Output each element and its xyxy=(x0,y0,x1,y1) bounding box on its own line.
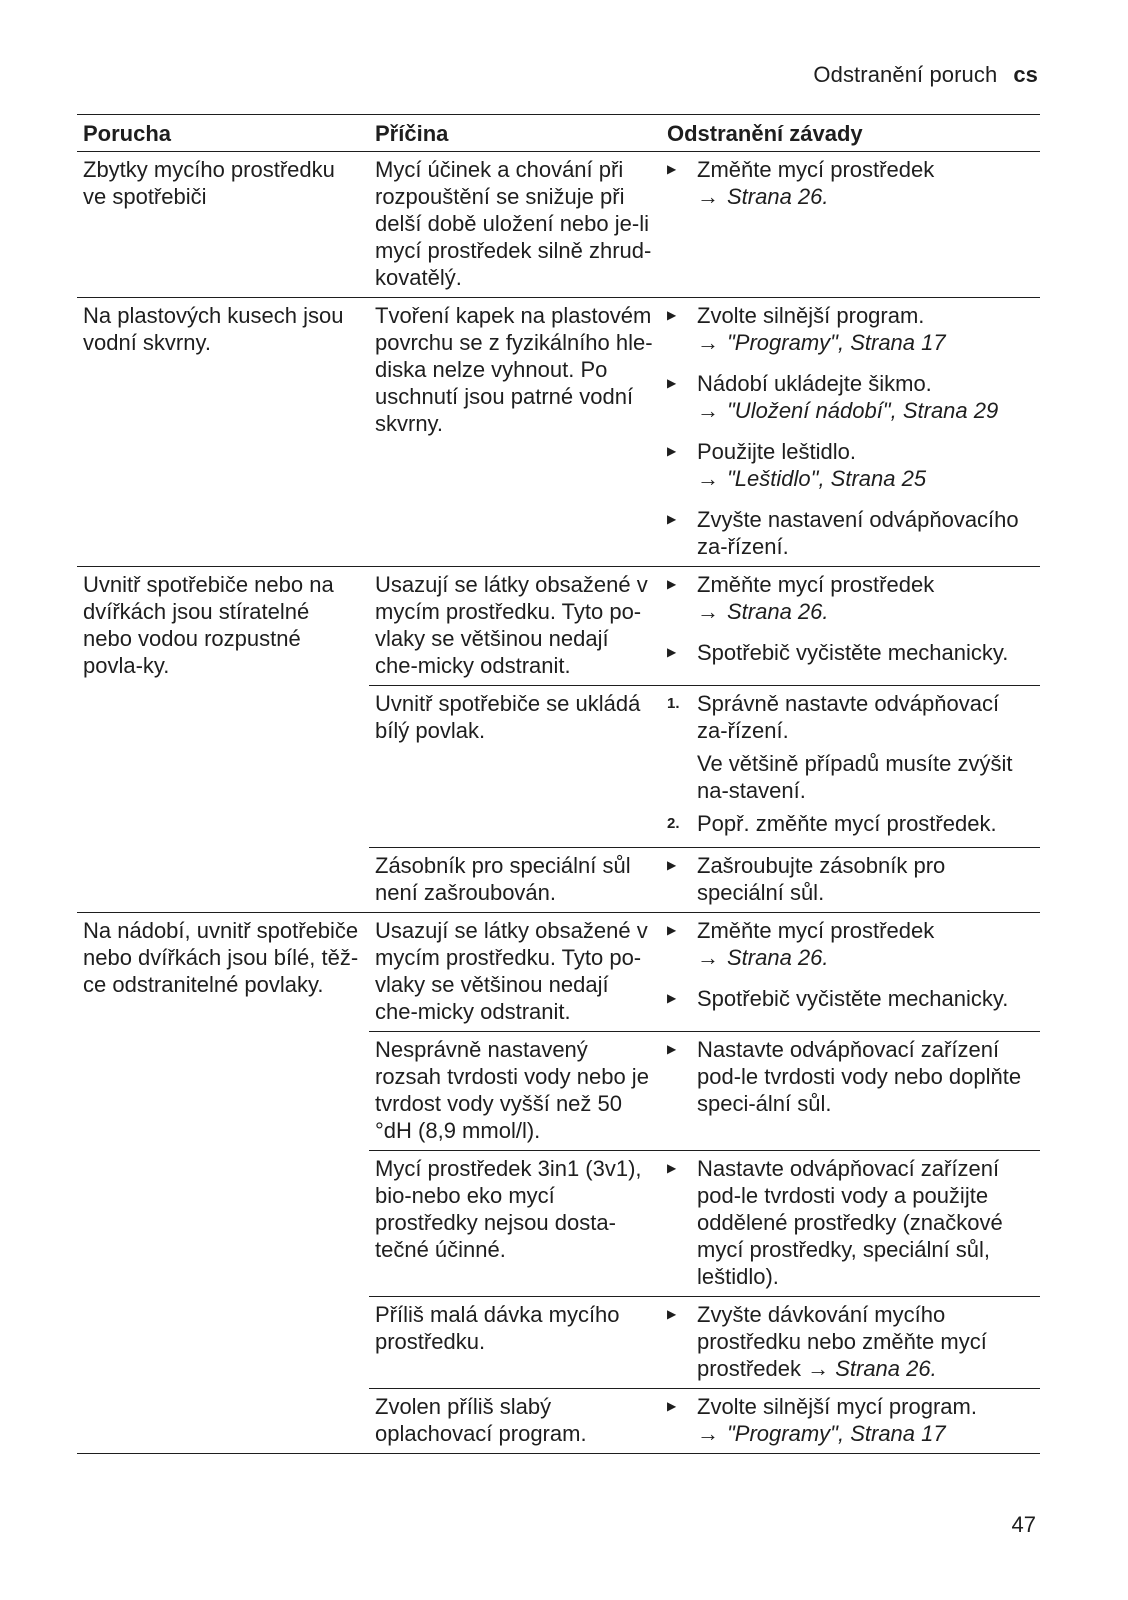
remedy-item xyxy=(667,156,1034,210)
page-header xyxy=(813,62,1038,88)
cause-cell: Nesprávně nastavený rozsah tvrdosti vody nebo je tvrdost vody vyšší než 50 °dH (8,9 mmol/l). xyxy=(369,1032,661,1151)
triangle-right-bullet-icon: ▶ xyxy=(667,162,677,176)
cause-cell: Zvolen příliš slabý oplachovací program. xyxy=(369,1389,661,1454)
remedy-text: Správně nastavte odvápňovací za-řízení. xyxy=(697,691,1000,743)
column-header-problem: Porucha xyxy=(83,121,172,146)
page-reference: → "Leštidlo", Strana 25 xyxy=(697,466,927,491)
arrow-right-icon: → xyxy=(697,398,719,423)
remedy-cell xyxy=(661,913,1040,1032)
remedy-cell xyxy=(661,152,1040,298)
remedy-text: Použijte leštidlo. xyxy=(697,439,856,464)
arrow-right-icon: → xyxy=(697,330,719,355)
remedy-item xyxy=(667,852,1034,906)
triangle-right-bullet-icon: ▶ xyxy=(667,512,677,526)
cause-cell: Příliš malá dávka mycího prostředku. xyxy=(369,1297,661,1389)
table-header-row xyxy=(77,115,1040,152)
arrow-right-icon: → xyxy=(697,599,719,624)
problem-cell: Zbytky mycího prostředku ve spotřebiči xyxy=(77,152,369,298)
remedy-note: Ve většině případů musíte zvýšit na-stavení. xyxy=(697,751,1013,803)
problem-cell: Uvnitř spotřebiče nebo na dvířkách jsou stíratelné nebo vodou rozpustné povla-ky. xyxy=(77,567,369,913)
cause-cell: Usazují se látky obsažené v mycím prostředku. Tyto po-vlaky se většinou nedají che-micky odstranit. xyxy=(369,567,661,686)
triangle-right-bullet-icon: ▶ xyxy=(667,1307,677,1321)
triangle-right-bullet-icon: ▶ xyxy=(667,376,677,390)
troubleshooting-table xyxy=(77,114,1040,1454)
remedy-cell xyxy=(661,298,1040,567)
remedy-cell xyxy=(661,848,1040,913)
arrow-right-icon: → xyxy=(697,1421,719,1446)
remedy-item xyxy=(667,571,1034,625)
page-reference: → Strana 26. xyxy=(697,184,829,209)
remedy-item xyxy=(667,1036,1034,1117)
cause-cell: Zásobník pro speciální sůl není zašroubován. xyxy=(369,848,661,913)
triangle-right-bullet-icon: ▶ xyxy=(667,308,677,322)
remedy-item xyxy=(667,302,1034,356)
triangle-right-bullet-icon: ▶ xyxy=(667,1399,677,1413)
column-header-remedy: Odstranění závady xyxy=(667,121,863,146)
page-reference: → Strana 26. xyxy=(697,945,829,970)
page-number: 47 xyxy=(1011,1512,1036,1537)
remedy-item xyxy=(667,1301,1034,1382)
table-row xyxy=(77,567,1040,686)
page-reference: Strana 26. xyxy=(835,1356,937,1381)
remedy-cell xyxy=(661,567,1040,686)
remedy-text: Změňte mycí prostředek xyxy=(697,918,935,943)
page-reference: → "Uložení nádobí", Strana 29 xyxy=(697,398,999,423)
cause-cell: Usazují se látky obsažené v mycím prostředku. Tyto po-vlaky se většinou nedají che-micky odstranit. xyxy=(369,913,661,1032)
remedy-text: Zvolte silnější mycí program. xyxy=(697,1394,977,1419)
remedy-item xyxy=(667,985,1034,1012)
remedy-text: Nastavte odvápňovací zařízení pod-le tvrdosti vody a použijte oddělené prostředky (značkové mycí prostředky, speciální sůl, leštidlo). xyxy=(697,1156,1003,1289)
triangle-right-bullet-icon: ▶ xyxy=(667,577,677,591)
arrow-right-icon: → xyxy=(807,1356,830,1381)
table-row xyxy=(77,913,1040,1032)
remedy-text: Spotřebič vyčistěte mechanicky. xyxy=(697,640,1009,665)
cause-cell: Mycí prostředek 3in1 (3v1), bio-nebo eko mycí prostředky nejsou dosta-tečné účinné. xyxy=(369,1151,661,1297)
remedy-text: Popř. změňte mycí prostředek. xyxy=(697,811,997,836)
section-title: Odstranění poruch xyxy=(813,62,998,87)
cause-cell: Tvoření kapek na plastovém povrchu se z fyzikálního hle-diska nelze vyhnout. Po uschnutí jsou patrné vodní skvrny. xyxy=(369,298,661,567)
remedy-text: Zvolte silnější program. xyxy=(697,303,925,328)
remedy-cell xyxy=(661,1297,1040,1389)
triangle-right-bullet-icon: ▶ xyxy=(667,991,677,1005)
page-reference: → "Programy", Strana 17 xyxy=(697,1421,946,1446)
problem-cell: Na plastových kusech jsou vodní skvrny. xyxy=(77,298,369,567)
remedy-item xyxy=(667,1393,1034,1447)
cause-cell: Uvnitř spotřebiče se ukládá bílý povlak. xyxy=(369,686,661,848)
table-row xyxy=(77,298,1040,567)
step-number: 2. xyxy=(667,815,680,832)
page-reference: → Strana 26. xyxy=(697,599,829,624)
column-header-cause: Příčina xyxy=(375,121,449,146)
page-reference: → "Programy", Strana 17 xyxy=(697,330,946,355)
remedy-text: Nádobí ukládejte šikmo. xyxy=(697,371,932,396)
arrow-right-icon: → xyxy=(697,466,719,491)
remedy-text: Zvyšte nastavení odvápňovacího za-řízení. xyxy=(697,507,1019,559)
remedy-step xyxy=(667,810,1034,837)
remedy-text: Nastavte odvápňovací zařízení pod-le tvrdosti vody nebo doplňte speci-ální sůl. xyxy=(697,1037,1022,1116)
arrow-right-icon: → xyxy=(697,945,719,970)
remedy-text: Změňte mycí prostředek xyxy=(697,572,935,597)
triangle-right-bullet-icon: ▶ xyxy=(667,923,677,937)
remedy-item xyxy=(667,917,1034,971)
triangle-right-bullet-icon: ▶ xyxy=(667,444,677,458)
remedy-cell xyxy=(661,1032,1040,1151)
remedy-text: Zvyšte dávkování mycího prostředku nebo změňte mycí prostředek xyxy=(697,1302,987,1381)
step-number: 1. xyxy=(667,695,680,712)
remedy-text: Spotřebič vyčistěte mechanicky. xyxy=(697,986,1009,1011)
triangle-right-bullet-icon: ▶ xyxy=(667,1042,677,1056)
remedy-text: Zašroubujte zásobník pro speciální sůl. xyxy=(697,853,946,905)
language-code: cs xyxy=(1013,62,1038,87)
arrow-right-icon: → xyxy=(697,184,719,209)
remedy-cell xyxy=(661,686,1040,848)
cause-cell: Mycí účinek a chování při rozpouštění se snižuje při delší době uložení nebo je-li mycí prostředek silně zhrud-kovatělý. xyxy=(369,152,661,298)
remedy-item xyxy=(667,506,1034,560)
problem-cell: Na nádobí, uvnitř spotřebiče nebo dvířkách jsou bílé, těž-ce odstranitelné povlaky. xyxy=(77,913,369,1454)
remedy-item xyxy=(667,370,1034,424)
remedy-step xyxy=(667,690,1034,744)
remedy-text: Změňte mycí prostředek xyxy=(697,157,935,182)
remedy-item xyxy=(667,1155,1034,1290)
remedy-item xyxy=(667,438,1034,492)
triangle-right-bullet-icon: ▶ xyxy=(667,645,677,659)
table-row xyxy=(77,152,1040,298)
remedy-cell xyxy=(661,1151,1040,1297)
triangle-right-bullet-icon: ▶ xyxy=(667,1161,677,1175)
remedy-cell xyxy=(661,1389,1040,1454)
triangle-right-bullet-icon: ▶ xyxy=(667,858,677,872)
remedy-item xyxy=(667,639,1034,666)
